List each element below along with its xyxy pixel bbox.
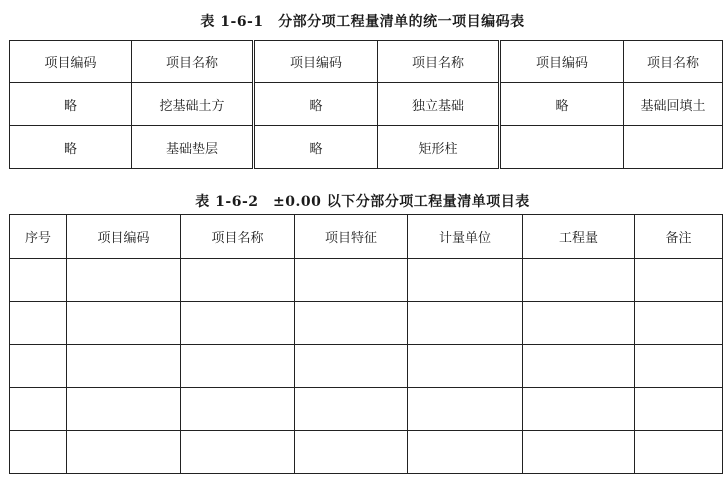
table-cell: [295, 259, 408, 302]
header-cell: 工程量: [523, 215, 635, 259]
table-header-row: [10, 41, 723, 83]
header-cell: 项目名称: [181, 215, 295, 259]
table-cell: 基础垫层: [132, 126, 254, 169]
table-cell: [408, 302, 523, 345]
table-cell: 略: [254, 126, 378, 169]
table-cell: [523, 345, 635, 388]
table-cell: [181, 302, 295, 345]
table-cell: [67, 302, 181, 345]
table-cell: [10, 259, 67, 302]
table-row: [10, 388, 723, 431]
header-cell: 项目名称: [624, 41, 723, 83]
table-cell: [635, 388, 723, 431]
table-cell: 挖基础土方: [132, 83, 254, 126]
table-header-row: [10, 215, 723, 259]
table-cell: [624, 126, 723, 169]
table-row: [10, 126, 723, 169]
table-cell: 略: [10, 126, 132, 169]
header-cell: 项目名称: [378, 41, 500, 83]
bill-of-quantities-table: [9, 214, 723, 474]
table-cell: [10, 431, 67, 474]
table-cell: 基础回填土: [624, 83, 723, 126]
table-cell: [635, 259, 723, 302]
table-cell: 略: [500, 83, 624, 126]
table-cell: 矩形柱: [378, 126, 500, 169]
table-cell: [295, 388, 408, 431]
table2-body: [10, 259, 723, 474]
table-cell: [500, 126, 624, 169]
table2-caption: 表 1-6-2 ±0.00 以下分部分项工程量清单项目表: [195, 194, 530, 210]
project-code-table: [9, 40, 723, 169]
table-cell: [523, 388, 635, 431]
table-row: [10, 83, 723, 126]
header-cell: 计量单位: [408, 215, 523, 259]
table-cell: [523, 259, 635, 302]
table-cell: [181, 431, 295, 474]
table1-caption: 表 1-6-1 分部分项工程量清单的统一项目编码表: [200, 14, 525, 30]
header-cell: 项目名称: [132, 41, 254, 83]
table-cell: [181, 388, 295, 431]
table-cell: [295, 302, 408, 345]
table-cell: [10, 388, 67, 431]
table-cell: [181, 259, 295, 302]
table-cell: [295, 431, 408, 474]
table-row: [10, 345, 723, 388]
table-row: [10, 302, 723, 345]
table-cell: 独立基础: [378, 83, 500, 126]
table-cell: [635, 345, 723, 388]
table-cell: [635, 431, 723, 474]
table-cell: 略: [254, 83, 378, 126]
table-cell: [181, 345, 295, 388]
header-cell: 项目特征: [295, 215, 408, 259]
header-cell: 序号: [10, 215, 67, 259]
table-cell: [67, 345, 181, 388]
table-cell: [408, 345, 523, 388]
table-cell: [408, 388, 523, 431]
table-cell: [67, 431, 181, 474]
table-cell: [10, 345, 67, 388]
table-row: [10, 259, 723, 302]
table-cell: [67, 259, 181, 302]
table-cell: [635, 302, 723, 345]
table-cell: [295, 345, 408, 388]
header-cell: 项目编码: [10, 41, 132, 83]
header-cell: 项目编码: [67, 215, 181, 259]
table-cell: [408, 431, 523, 474]
table-cell: [523, 431, 635, 474]
table-row: [10, 431, 723, 474]
table-cell: [523, 302, 635, 345]
header-cell: 项目编码: [254, 41, 378, 83]
header-cell: 备注: [635, 215, 723, 259]
table-cell: 略: [10, 83, 132, 126]
table-cell: [67, 388, 181, 431]
table-cell: [408, 259, 523, 302]
table-cell: [10, 302, 67, 345]
header-cell: 项目编码: [500, 41, 624, 83]
